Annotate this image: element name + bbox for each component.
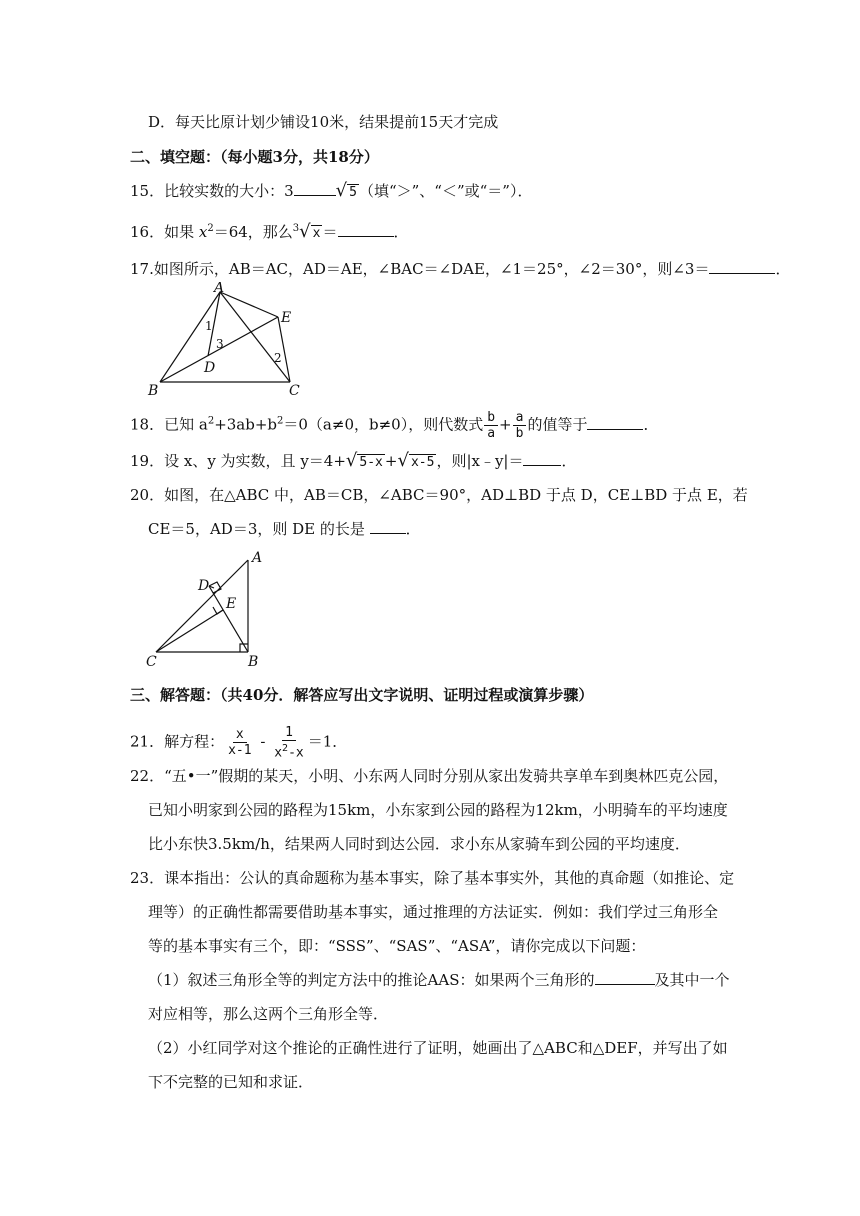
question-23-line-7: 下不完整的已知和求证． — [148, 1073, 314, 1091]
q20-end: ． — [405, 520, 421, 538]
q21-den-exponent: 2 — [282, 743, 289, 754]
fig17-label-c: C — [289, 383, 300, 399]
fig20-label-d: D — [198, 578, 210, 594]
answer-blank[interactable] — [370, 518, 406, 534]
fraction-denominator: b — [515, 426, 524, 441]
q14-option-d: D．每天比原计划少铺设10米，结果提前15天才完成 — [148, 113, 499, 131]
q18-p4: 的值等于 — [527, 415, 588, 434]
q18-exp1: 2 — [207, 415, 215, 427]
q23-line4-end: 及其中一个 — [654, 971, 730, 989]
answer-blank[interactable] — [709, 258, 775, 274]
fraction-denominator: x-1 — [228, 743, 252, 759]
fig17-label-d: D — [204, 360, 216, 376]
radical-sign-icon: √ — [397, 450, 409, 471]
q18-plus: + — [499, 415, 512, 434]
question-23-line-4 — [148, 969, 730, 991]
q21-fraction-2 — [271, 725, 307, 760]
question-18 — [130, 410, 658, 441]
question-22-line-2: 已知小明家到公园的路程为15km，小东家到公园的路程为12km，小明骑车的平均速度 — [148, 801, 728, 819]
radical-sign-icon: √ — [335, 180, 348, 201]
q21-prefix: 21．解方程： — [130, 732, 225, 751]
q16-root-index: 3 — [292, 223, 300, 234]
figure-17-triangle-diagram — [140, 282, 315, 400]
section-2-title: 二、填空题：（每小题3分，共18分） — [130, 148, 379, 166]
q18-fraction-b-over-a — [484, 410, 498, 441]
question-21 — [130, 725, 347, 760]
question-16 — [130, 218, 409, 243]
question-19 — [130, 450, 577, 472]
question-20-line-1: 20．如图，在△ABC 中，AB＝CB，∠ABC＝90°，AD⊥BD 于点 D，CE⊥BD 于点 E，若 — [130, 486, 748, 504]
q19-end: ． — [561, 452, 577, 470]
answer-blank[interactable] — [587, 414, 643, 430]
q16-mid: ＝64，那么 — [213, 223, 293, 241]
question-23-line-5: 对应相等，那么这两个三角形全等． — [148, 1005, 389, 1023]
q16-end: ． — [393, 223, 409, 241]
fig20-label-b: B — [248, 654, 259, 670]
fraction-numerator: b — [484, 410, 498, 426]
radical-sign-icon: √ — [345, 450, 358, 471]
answer-blank[interactable] — [338, 221, 394, 237]
answer-blank[interactable] — [595, 969, 655, 985]
q15-suffix: （填“＞”、“＜”或“＝”）． — [358, 182, 533, 200]
q17-text: 17.如图所示，AB＝AC，AD＝AE，∠BAC＝∠DAE，∠1＝25°，∠2＝30°，则∠3＝ — [130, 260, 710, 278]
question-23-line-6: （2）小红同学对这个推论的正确性进行了证明，她画出了△ABC和△DEF，并写出了如 — [148, 1039, 728, 1057]
q19-plus: + — [384, 452, 398, 470]
q15-radicand: 5 — [349, 185, 357, 200]
answer-blank[interactable] — [523, 450, 561, 466]
fig20-label-a: A — [252, 550, 263, 566]
q21-den-base: x — [274, 745, 283, 761]
q19-radicand-1: 5-x — [359, 455, 383, 470]
answer-blank[interactable] — [294, 180, 336, 196]
fig17-label-e: E — [281, 310, 292, 326]
q18-p3: ＝0（a≠0，b≠0），则代数式 — [283, 415, 484, 434]
q18-p1: 18．已知 a — [130, 415, 208, 434]
fraction-numerator: x — [233, 727, 247, 743]
fig17-angle-2: 2 — [274, 351, 282, 365]
q21-den-tail: -x — [288, 745, 304, 761]
q18-exp2: 2 — [277, 415, 284, 427]
fig17-angle-3: 3 — [216, 337, 224, 351]
q15-prefix: 15．比较实数的大小：3 — [130, 182, 294, 200]
fraction-numerator: a — [513, 410, 527, 426]
fraction-numerator: 1 — [282, 725, 296, 741]
q18-p2: +3ab+b — [214, 415, 278, 434]
question-20-line-2 — [148, 518, 421, 540]
q23-line4-start: （1）叙述三角形全等的判定方法中的推论AAS：如果两个三角形的 — [148, 971, 595, 989]
question-23-line-3: 等的基本事实有三个，即：“SSS”、“SAS”、“ASA”，请你完成以下问题： — [148, 937, 646, 955]
q19-p1: 19．设 x、y 为实数，且 y＝4+ — [130, 452, 346, 470]
question-22-line-1: 22．“五•一”假期的某天，小明、小东两人同时分别从家出发骑共享单车到奥林匹克公园， — [130, 767, 729, 785]
q16-var-x: x — [198, 223, 208, 241]
question-23-line-1: 23．课本指出：公认的真命题称为基本事实，除了基本事实外，其他的真命题（如推论、定 — [130, 869, 735, 887]
fig17-angle-1: 1 — [205, 319, 213, 333]
question-15 — [130, 180, 532, 202]
q16-prefix: 16．如果 — [130, 223, 199, 241]
figure-20-triangle-diagram — [140, 548, 270, 672]
q21-suffix: ＝1． — [307, 732, 348, 751]
question-23-line-2: 理等）的正确性都需要借助基本事实，通过推理的方法证实．例如：我们学过三角形全 — [148, 903, 719, 921]
q16-radicand: x — [312, 226, 321, 241]
q19-p2: ，则|x﹣y|＝ — [436, 452, 524, 470]
q18-end: ． — [643, 415, 659, 434]
question-22-line-3: 比小东快3.5km/h，结果两人同时到达公园．求小东从家骑车到公园的平均速度． — [148, 835, 690, 853]
fig17-label-a: A — [214, 282, 225, 296]
q20-line2-text: CE＝5，AD＝3，则 DE 的长是 — [148, 520, 365, 538]
q16-exponent: 2 — [207, 223, 214, 234]
q17-end: ． — [775, 260, 791, 278]
fig20-label-c: C — [146, 654, 157, 670]
q19-radicand-2: x-5 — [410, 455, 435, 470]
question-17 — [130, 258, 790, 280]
q21-fraction-1 — [225, 727, 254, 758]
fig20-label-e: E — [226, 596, 237, 612]
q16-suffix: ＝ — [322, 223, 338, 241]
fig17-label-b: B — [148, 383, 159, 399]
fraction-denominator — [271, 741, 307, 760]
section-3-title: 三、解答题：（共40分．解答应写出文字说明、证明过程或演算步骤） — [130, 686, 594, 704]
q21-minus: - — [260, 732, 266, 751]
q18-fraction-a-over-b — [513, 410, 527, 441]
radical-sign-icon: √ — [299, 221, 311, 242]
fraction-denominator: a — [487, 426, 496, 441]
